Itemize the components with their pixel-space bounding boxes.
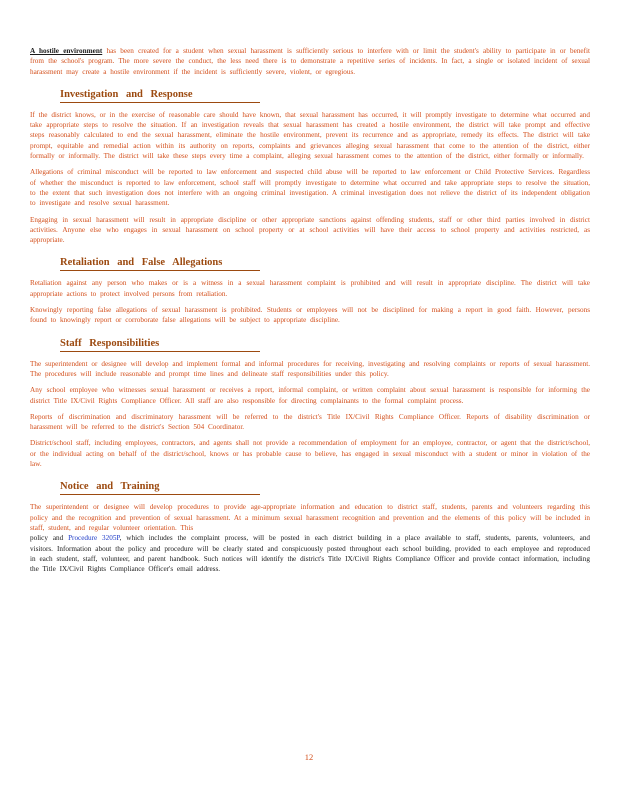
procedure-link[interactable]: Procedure 3205P bbox=[68, 534, 120, 543]
intro-text: has been created for a student when sexual harassment is sufficiently serious to interfere with or limit the student's ability to participate in or benefit from the school's program. The more severe the conduct, the less need there is to demonstrate a repetitive series of incidents. In fact, a single or isolated incident of sexual harassment may create a hostile environment if the incident is sufficiently severe, violent, or egregious. bbox=[30, 47, 591, 76]
document-page bbox=[30, 46, 590, 580]
investigation-paragraph-3: Engaging in sexual harassment will result in appropriate discipline or other appropriate sanctions against offending students, staff or other third parties involved in district activities. Anyone else who engages in sexual harassment on school property or at school activities will have their access to school property and activities restricted, as appropriate. bbox=[30, 215, 590, 245]
investigation-paragraph-1: If the district knows, or in the exercise of reasonable care should have known, that sexual harassment has occurred, it will promptly investigate to determine what occurred and take appropriate steps to resolve the situation. If an investigation reveals that sexual harassment has created a hostile environment, the district will take prompt and effective steps reasonably calculated to end the sexual harassment, eliminate the hostile environment, prevent its recurrence and as appropriate, remedy its effects. The district will take prompt, equitable and remedial action within its authority on reports, complaints and grievances alleging sexual harassment that come to the attention of the district, either formally or informally. The district will take these steps every time a complaint, alleging sexual harassment comes to the attention of the district, either formally or informally. bbox=[30, 110, 590, 161]
section-heading-investigation: Investigation and Response bbox=[60, 88, 260, 103]
hostile-environment-term: A hostile environment bbox=[30, 47, 103, 55]
notice-paragraph-2 bbox=[30, 533, 590, 574]
notice-paragraph-1: The superintendent or designee will develop procedures to provide age-appropriate information and education to district staff, students, parents and volunteers regarding this policy and the recognition and prevention of sexual harassment. At a minimum sexual harassment recognition and prevention and the elements of this policy will be included in staff, student, and regular volunteer orientation. This bbox=[30, 503, 590, 532]
section-heading-notice: Notice and Training bbox=[60, 480, 260, 495]
retaliation-paragraph-2: Knowingly reporting false allegations of sexual harassment is prohibited. Students or employees will not be disciplined for making a report in good faith. However, persons found to knowingly report or corroborate false allegations will be subject to appropriate discipline. bbox=[30, 306, 590, 325]
staff-paragraph-1: The superintendent or designee will develop and implement formal and informal procedures for receiving, investigating and resolving complaints or reports of sexual harassment. The procedures will include reasonable and prompt time lines and delineate staff responsibilities under this policy. bbox=[30, 359, 590, 378]
investigation-paragraph-2: Allegations of criminal misconduct will be reported to law enforcement and suspected child abuse will be reported to law enforcement or Child Protective Services. Regardless of whether the misconduct is reported to law enforcement, school staff will promptly investigate to determine what occurred and take appropriate steps to resolve the situation, to the extent that such investigation does not interfere with an ongoing criminal investigation. A criminal investigation does not relieve the district of its independent obligation to investigate and resolve sexual harassment. bbox=[30, 168, 590, 208]
intro-paragraph bbox=[30, 46, 590, 77]
section-heading-staff: Staff Responsibilities bbox=[60, 337, 260, 352]
page-number: 12 bbox=[304, 752, 314, 762]
notice-after-link: , which includes the complaint process, will be posted in each district building in a place available to staff, students, parents, volunteers, and visitors. Information about the policy and procedure will be clearly stated and conspicuously posted throughout each school building, provided to each employee and reproduced in each student, staff, volunteer, and parent handbook. Such notices will identify the district's Title IX/Civil Rights Compliance Officer and provide contact information, including the Title IX/Civil Rights Compliance Officer's email address. bbox=[30, 534, 591, 574]
staff-paragraph-3: Reports of discrimination and discriminatory harassment will be referred to the district's Title IX/Civil Rights Compliance Officer. Reports of disability discrimination or harassment will be referred to the district's Section 504 Coordinator. bbox=[30, 412, 590, 432]
retaliation-paragraph-1: Retaliation against any person who makes or is a witness in a sexual harassment complaint is prohibited and will result in appropriate discipline. The district will take appropriate actions to protect involved persons from retaliation. bbox=[30, 279, 590, 298]
staff-paragraph-2: Any school employee who witnesses sexual harassment or receives a report, informal complaint, or written complaint about sexual harassment is responsible for informing the district Title IX/Civil Rights Compliance Officer. All staff are also responsible for directing complainants to the formal complaint process. bbox=[30, 386, 590, 405]
section-heading-retaliation: Retaliation and False Allegations bbox=[60, 256, 260, 271]
notice-before-link: policy and bbox=[30, 534, 64, 543]
staff-paragraph-4: District/school staff, including employees, contractors, and agents shall not provide a recommendation of employment for an employee, contractor, or agent that the district/school, or the individual acting on behalf of the district/school, knows or has probable cause to believe, has engaged in sexual misconduct with a student or minor in violation of the law. bbox=[30, 439, 590, 469]
